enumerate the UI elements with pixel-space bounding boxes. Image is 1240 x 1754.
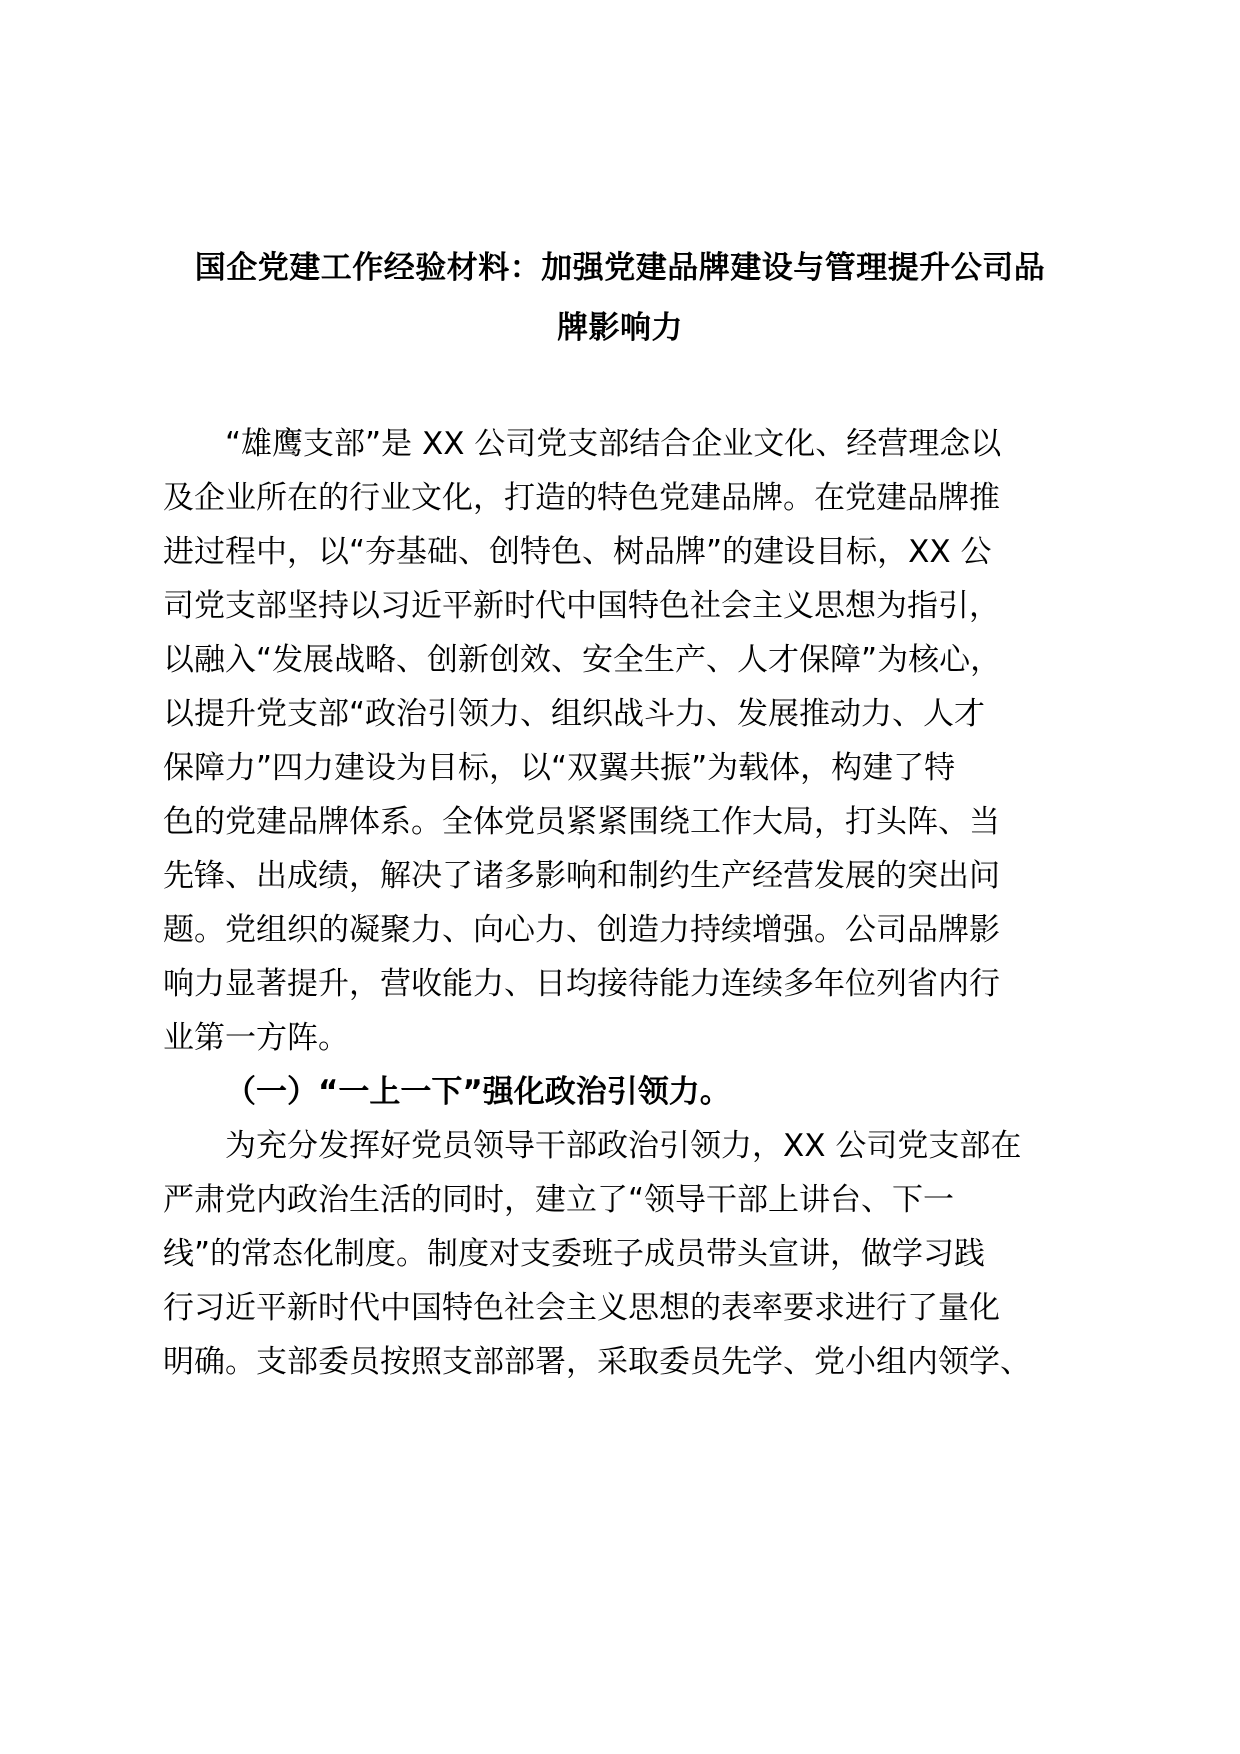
paragraph-line: 进过程中，以“夯基础、创特色、树品牌”的建设目标，XX 公 — [163, 534, 992, 570]
paragraph-line: 及企业所在的行业文化，打造的特色党建品牌。在党建品牌推 — [163, 480, 1000, 516]
paragraph-line: 响力显著提升，营收能力、日均接待能力连续多年位列省内行 — [163, 966, 1000, 1002]
paragraph-section-1 — [163, 1119, 1083, 1389]
section-heading-1 — [163, 1065, 1083, 1119]
paragraph-line: 先锋、出成绩，解决了诸多影响和制约生产经营发展的突出问 — [163, 858, 1000, 894]
paragraph-line: 为充分发挥好党员领导干部政治引领力，XX 公司党支部在 — [225, 1128, 1022, 1164]
paragraph-line: 线”的常态化制度。制度对支委班子成员带头宣讲，做学习践 — [163, 1236, 986, 1272]
paragraph-line: 明确。支部委员按照支部部署，采取委员先学、党小组内领学、 — [163, 1344, 1031, 1380]
paragraph-line: 以融入“发展战略、创新创效、安全生产、人才保障”为核心， — [163, 642, 1002, 678]
paragraph-line: 题。党组织的凝聚力、向心力、创造力持续增强。公司品牌影 — [163, 912, 1000, 948]
paragraph-line: 色的党建品牌体系。全体党员紧紧围绕工作大局，打头阵、当 — [163, 804, 1000, 840]
paragraph-line: 严肃党内政治生活的同时，建立了“领导干部上讲台、下一 — [163, 1182, 955, 1218]
paragraph-line: 行习近平新时代中国特色社会主义思想的表率要求进行了量化 — [163, 1290, 1000, 1326]
paragraph-line: 以提升党支部“政治引领力、组织战斗力、发展推动力、人才 — [163, 696, 986, 732]
paragraph-line: “雄鹰支部”是 XX 公司党支部结合企业文化、经营理念以 — [225, 426, 1002, 462]
document-title — [150, 238, 1090, 358]
document-body — [163, 417, 1083, 1389]
paragraph-line: 保障力”四力建设为目标，以“双翼共振”为载体，构建了特 — [163, 750, 956, 786]
paragraph-line: 业第一方阵。 — [163, 1020, 349, 1056]
section-heading-text: （一）“一上一下”强化政治引领力。 — [225, 1074, 731, 1110]
title-line-1: 国企党建工作经验材料：加强党建品牌建设与管理提升公司品 — [194, 250, 1046, 286]
paragraph-line: 司党支部坚持以习近平新时代中国特色社会主义思想为指引， — [163, 588, 1000, 624]
paragraph-intro — [163, 417, 1083, 1065]
title-line-2: 牌影响力 — [557, 310, 683, 346]
